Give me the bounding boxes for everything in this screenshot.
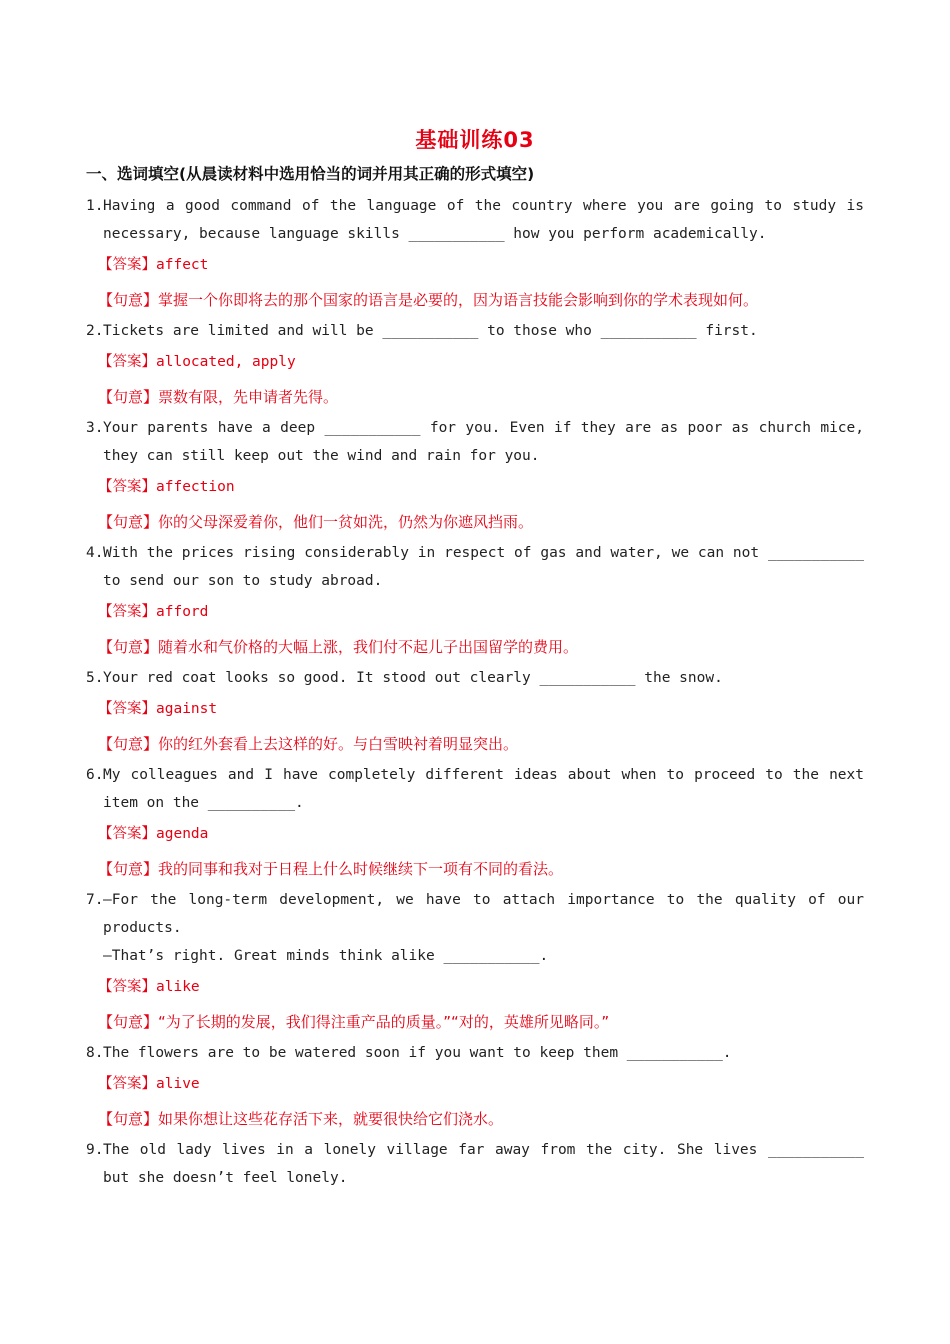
- question-text: With the prices rising considerably in respect of gas and water, we can not ___________ to send our son to study abroad.: [103, 545, 864, 589]
- answer-text: affect: [156, 257, 209, 273]
- question-text: Your red coat looks so good. It stood out clearly ___________ the snow.: [103, 670, 723, 686]
- question-number: 7.: [86, 892, 104, 908]
- answer-text: against: [156, 701, 218, 717]
- answer-text: afford: [156, 604, 209, 620]
- question-1: [86, 192, 864, 248]
- meaning-line: [86, 1109, 864, 1129]
- question-text: Your parents have a deep ___________ for you. Even if they are as poor as church mice, they can still keep out the wind and rain for you.: [103, 420, 864, 464]
- answer-tag: 【答案】: [98, 257, 156, 273]
- answer-line: [86, 824, 864, 844]
- question-5: [86, 664, 864, 692]
- question-number: 5.: [86, 670, 104, 686]
- question-text: The old lady lives in a lonely village far away from the city. She lives ___________ but she doesn’t feel lonely.: [103, 1142, 864, 1186]
- meaning-line: [86, 512, 864, 532]
- answer-line: [86, 602, 864, 622]
- answer-line: [86, 1074, 864, 1094]
- meaning-text: 如果你想让这些花存活下来，就要很快给它们浇水。: [158, 1110, 504, 1128]
- question-7: [86, 886, 864, 970]
- question-9: [86, 1136, 864, 1192]
- answer-tag: 【答案】: [98, 826, 156, 842]
- answer-tag: 【答案】: [98, 479, 156, 495]
- meaning-tag: 【句意】: [98, 735, 159, 753]
- question-number: 8.: [86, 1045, 104, 1061]
- meaning-text: 掌握一个你即将去的那个国家的语言是必要的，因为语言技能会影响到你的学术表现如何。: [158, 291, 759, 309]
- meaning-tag: 【句意】: [98, 860, 159, 878]
- meaning-line: [86, 734, 864, 754]
- answer-text: agenda: [156, 826, 209, 842]
- question-4: [86, 539, 864, 595]
- meaning-tag: 【句意】: [98, 1110, 159, 1128]
- meaning-tag: 【句意】: [98, 638, 159, 656]
- answer-line: [86, 352, 864, 372]
- page-title: 基础训练03: [415, 128, 535, 152]
- question-text: —That’s right. Great minds think alike ___________.: [103, 948, 549, 964]
- exercise-list: [86, 192, 864, 1192]
- section-heading: 一、选词填空(从晨读材料中选用恰当的词并用其正确的形式填空): [86, 165, 535, 183]
- meaning-tag: 【句意】: [98, 388, 159, 406]
- meaning-line: [86, 1012, 864, 1032]
- answer-tag: 【答案】: [98, 354, 156, 370]
- answer-line: [86, 255, 864, 275]
- answer-line: [86, 977, 864, 997]
- question-text: My colleagues and I have completely different ideas about when to proceed to the next item on the __________.: [103, 767, 864, 811]
- meaning-line: [86, 290, 864, 310]
- question-6: [86, 761, 864, 817]
- answer-line: [86, 699, 864, 719]
- meaning-line: [86, 387, 864, 407]
- question-3: [86, 414, 864, 470]
- meaning-text: 随着水和气价格的大幅上涨，我们付不起儿子出国留学的费用。: [158, 638, 579, 656]
- answer-tag: 【答案】: [98, 1076, 156, 1092]
- question-number: 2.: [86, 323, 104, 339]
- question-number: 9.: [86, 1142, 104, 1158]
- answer-line: [86, 477, 864, 497]
- question-8: [86, 1039, 864, 1067]
- meaning-tag: 【句意】: [98, 513, 159, 531]
- answer-text: alike: [156, 979, 200, 995]
- answer-text: allocated, apply: [156, 354, 296, 370]
- meaning-tag: 【句意】: [98, 1013, 159, 1031]
- meaning-text: 你的红外套看上去这样的好。与白雪映衬着明显突出。: [158, 735, 519, 753]
- answer-tag: 【答案】: [98, 701, 156, 717]
- question-number: 6.: [86, 767, 104, 783]
- question-text: Tickets are limited and will be ___________ to those who ___________ first.: [103, 323, 758, 339]
- question-text: —For the long-term development, we have to attach importance to the quality of our products.: [103, 892, 864, 936]
- answer-text: alive: [156, 1076, 200, 1092]
- question-number: 3.: [86, 420, 104, 436]
- question-number: 1.: [86, 198, 104, 214]
- question-2: [86, 317, 864, 345]
- question-text: The flowers are to be watered soon if you want to keep them ___________.: [103, 1045, 732, 1061]
- answer-tag: 【答案】: [98, 604, 156, 620]
- answer-text: affection: [156, 479, 235, 495]
- answer-tag: 【答案】: [98, 979, 156, 995]
- question-text: Having a good command of the language of the country where you are going to study is necessary, because language skills ___________ how you perform academically.: [103, 198, 864, 242]
- meaning-text: 我的同事和我对于日程上什么时候继续下一项有不同的看法。: [158, 860, 564, 878]
- meaning-text: 你的父母深爱着你，他们一贫如洗，仍然为你遮风挡雨。: [158, 513, 534, 531]
- meaning-line: [86, 637, 864, 657]
- meaning-tag: 【句意】: [98, 291, 159, 309]
- question-number: 4.: [86, 545, 104, 561]
- meaning-text: “为了长期的发展，我们得注重产品的质量。”“对的，英雄所见略同。”: [158, 1013, 610, 1031]
- meaning-text: 票数有限，先申请者先得。: [158, 388, 339, 406]
- meaning-line: [86, 859, 864, 879]
